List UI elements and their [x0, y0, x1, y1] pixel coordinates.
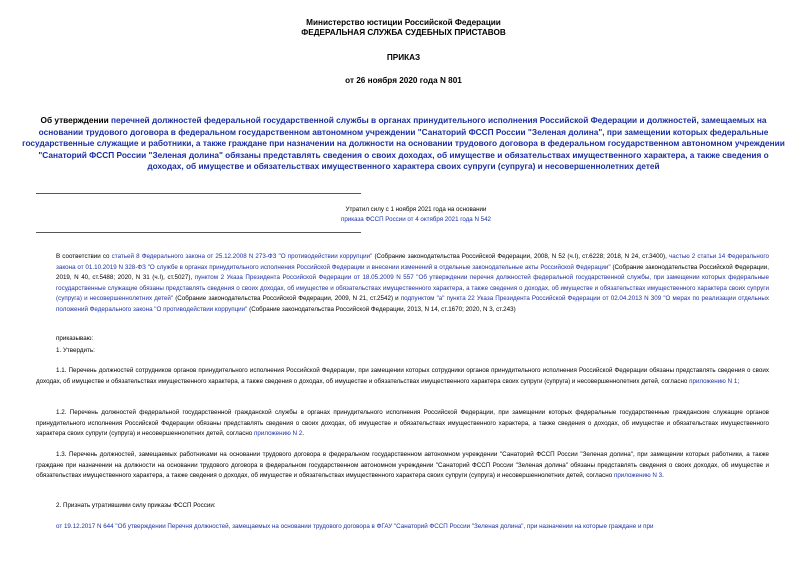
- ministry-name: Министерство юстиции Российской Федерации: [306, 18, 501, 27]
- point-1-2-end: .: [302, 430, 305, 438]
- preamble-paragraph: [56, 252, 769, 316]
- order-word: приказываю:: [56, 335, 94, 342]
- document-type: ПРИКАЗ: [386, 53, 421, 62]
- point-1-1: [36, 366, 769, 387]
- lost-force-link[interactable]: приказа ФССП России от 4 октября 2021 года N 542: [341, 216, 491, 223]
- point-1-1-end: ;: [737, 377, 740, 385]
- divider-top: [36, 193, 361, 194]
- preamble-text-3: (Собрание законодательства Российской Федерации, 2019, N 40, ст.5488; 2020, N 31 (ч.I), ст.5027),: [56, 263, 769, 282]
- point-1-1-text: 1.1. Перечень должностей сотрудников органов принудительного исполнения Российской Федерации, при замещении которых сотрудники органов принудительного исполнения Российской Федерации обязаны представлять сведения о своих доходах, об имуществе и обязательствах имущественного характера, а также сведения о доходах, об имуществе и обязательствах имущественного характера своих супруги (супруга) и несовершеннолетних детей, согласно: [36, 367, 769, 385]
- preamble-link-law328[interactable]: частью 2 статьи 14 Федерального закона от 01.10.2019 N 328-ФЗ "О службе в органах принудительного исполнения Российской Федерации и внесении изменений в отдельные законодательные акты Российской Федерации": [56, 253, 769, 271]
- point-1-3: [36, 450, 769, 482]
- lost-force-line1: Утратил силу с 1 ноября 2021 года на основании: [345, 206, 487, 213]
- point-2-first-item: [56, 522, 767, 533]
- preamble-text-1: В соответствии со: [56, 253, 112, 260]
- title-link[interactable]: перечней должностей федеральной государственной службы в органах принудительного исполнения Российской Федерации и должностей, замещаемых на основании трудового договора в федеральном государственном автономном учреждении "Санаторий ФССП России "Зеленая долина", при замещении которых федеральные государственные служащие и работники, а также граждане при назначении на должности на основании трудового договора в федеральном государственном автономном учреждении "Санаторий ФССП России "Зеленая долина" обязаны представлять сведения о своих доходах, об имуществе и обязательствах имущественного характера, а также сведения о доходах, об имуществе и обязательствах имущественного характера своих супруги (супруга) и несовершеннолетних детей: [22, 115, 785, 172]
- point-1-3-end: .: [662, 472, 664, 480]
- preamble-link-decree557[interactable]: пунктом 2 Указа Президента Российской Федерации от 18.05.2009 N 557 "Об утверждении перечня должностей федеральной государственной службы, при замещении которых федеральные государственные служащие обязаны представлять сведения о своих доходах, об имуществе и обязательствах имущественного характера, а также сведения о доходах, об имуществе и обязательствах имущественного характера своих супруги (супруга) и несовершеннолетних детей": [56, 274, 769, 303]
- point-1-3-text: 1.3. Перечень должностей, замещаемых работниками на основании трудового договора в федеральном государственном автономном учреждении "Санаторий ФССП России "Зеленая долина", при замещении которых работники, а также граждане при назначении на должности на основании трудового договора в федеральном государственном автономном учреждении "Санаторий ФССП России "Зеленая долина" обязаны представлять сведения о своих доходах, об имуществе и обязательствах имущественного характера, а также сведения о доходах, об имуществе и обязательствах имущественного характера своих супруги (супруга) и несовершеннолетних детей, согласно: [36, 451, 769, 480]
- preamble-text-2: (Собрание законодательства Российской Федерации, 2008, N 52 (ч.I), ст.6228; 2018, N 24, ст.3400),: [372, 253, 669, 260]
- repealed-order-644-link[interactable]: от 19.12.2017 N 644 "Об утверждении Перечня должностей, замещаемых на основании трудового договора в ФГАУ "Санаторий ФССП России "Зеленая долина", при назначении на которые граждане и при: [56, 523, 654, 530]
- appendix-3-link[interactable]: приложению N 3: [613, 472, 663, 480]
- point-1: 1. Утвердить:: [56, 347, 95, 354]
- preamble-link-article8[interactable]: статьей 8 Федерального закона от 25.12.2008 N 273-ФЗ "О противодействии коррупции": [111, 253, 373, 260]
- preamble-text-5: (Собрание законодательства Российской Федерации, 2013, N 14, ст.1670; 2020, N 3, ст.243): [247, 305, 516, 313]
- preamble-text-4: (Собрание законодательства Российской Федерации, 2009, N 21, ст.2542) и: [173, 295, 401, 303]
- title-prefix: Об утверждении: [40, 115, 112, 125]
- appendix-2-link[interactable]: приложению N 2: [254, 430, 303, 438]
- service-name: ФЕДЕРАЛЬНАЯ СЛУЖБА СУДЕБНЫХ ПРИСТАВОВ: [301, 28, 506, 37]
- point-1-2: [36, 408, 769, 440]
- lost-force-line2: [36, 215, 796, 226]
- document-title: [22, 115, 785, 173]
- preamble-link-decree309[interactable]: подпунктом "а" пункта 22 Указа Президента Российской Федерации от 02.04.2013 N 309 "О мерах по реализации отдельных положений Федерального закона "О противодействии коррупции": [56, 295, 769, 313]
- point-2: 2. Признать утратившими силу приказы ФССП России:: [56, 502, 216, 509]
- divider-bottom: [36, 232, 361, 233]
- point-1-2-text: 1.2. Перечень должностей федеральной государственной гражданской службы в органах принудительного исполнения Российской Федерации, при замещении которых федеральные государственные гражданские служащие органов принудительного исполнения Российской Федерации обязаны представлять сведения о своих доходах, об имуществе и обязательствах имущественного характера, а также сведения о доходах, об имуществе и обязательствах имущественного характера своих супруги (супруга) и несовершеннолетних детей, согласно: [36, 409, 769, 438]
- appendix-1-link[interactable]: приложению N 1: [689, 377, 738, 385]
- document-date-number: от 26 ноября 2020 года N 801: [345, 76, 462, 85]
